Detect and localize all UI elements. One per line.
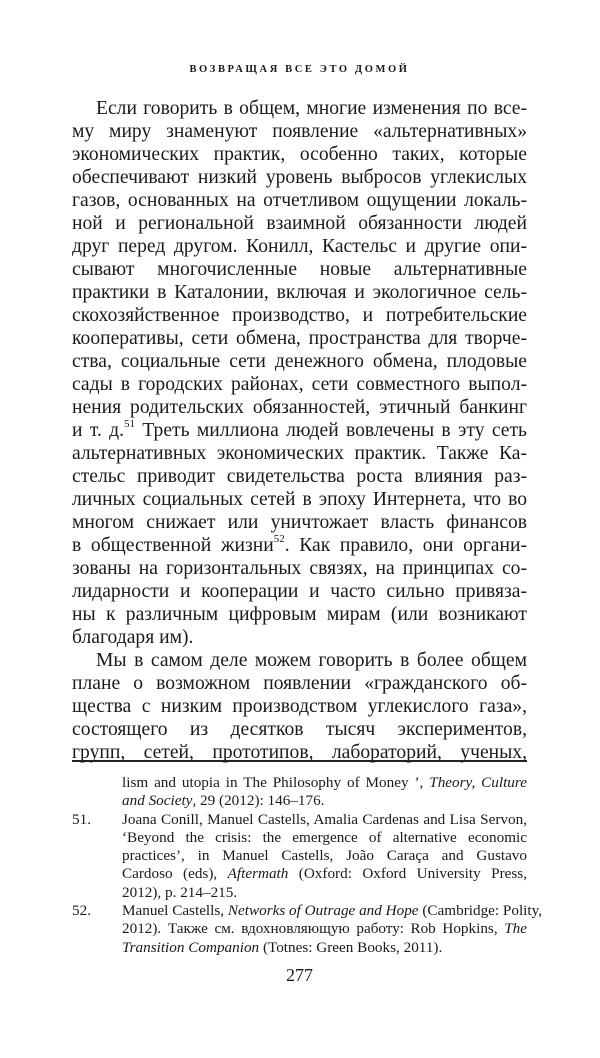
text-line: плане о возможном появлении «гражданского об- xyxy=(72,673,527,694)
text-line: экономических практик, особенно таких, которые xyxy=(72,144,527,165)
text-fragment: в общественной жизни xyxy=(72,535,274,556)
text-fragment: 2012). Также см. вдохновляющую работу: Rob Hopkins, xyxy=(122,920,505,938)
body-text xyxy=(72,97,527,764)
footnote-line xyxy=(72,920,527,938)
text-line: скохозяйственное производство, и потребительские xyxy=(72,305,527,326)
running-head: ВОЗВРАЩАЯ ВСЕ ЭТО ДОМОЙ xyxy=(189,64,410,75)
italic-title: Transition Companion xyxy=(122,938,260,956)
footnote-ref-52[interactable]: 52 xyxy=(273,533,285,546)
text-line: ства, социальные сети денежного обмена, плодовые xyxy=(72,351,527,372)
book-page xyxy=(72,0,543,1058)
text-fragment: , 29 (2012): 146–176. xyxy=(192,792,325,810)
text-line: ны к различным цифровым мирам (или возникают xyxy=(72,604,527,625)
text-line-with-footnote-52 xyxy=(72,534,527,557)
text-line: друг перед другом. Конилл, Кастельс и другие опи- xyxy=(72,236,527,257)
footnote-line xyxy=(72,939,527,957)
text-line: состоящего из десятков тысяч экспериментов, xyxy=(72,719,527,740)
text-line: ной и региональной взаимной обязанности людей xyxy=(72,213,527,234)
footnote-number: 51. xyxy=(72,810,91,828)
footnote-continued xyxy=(72,774,527,811)
footnote-line xyxy=(72,774,527,792)
text-fragment: . Как правило, они органи- xyxy=(284,535,527,556)
footnote-52 xyxy=(72,902,543,957)
text-line: многом снижает или уничтожает власть финансов xyxy=(72,512,527,533)
text-line: благодаря им). xyxy=(72,627,194,648)
italic-title: Aftermath xyxy=(227,865,289,883)
footnote-line: ‘Beyond the crisis: the emergence of alternative economic xyxy=(122,828,527,846)
text-line: Если говорить в общем, многие изменения по все- xyxy=(96,98,527,119)
footnote-line: 2012), p. 214–215. xyxy=(122,883,238,901)
footnote-line xyxy=(72,865,527,883)
footnote-divider xyxy=(72,760,527,762)
footnote-51 xyxy=(72,811,527,902)
text-fragment: (Cambridge: Polity, xyxy=(418,902,543,920)
text-fragment: Треть миллиона людей вовлечены в эту сеть xyxy=(135,420,527,441)
text-line: групп, сетей, прототипов, лабораторий, ученых, xyxy=(72,742,527,763)
text-line: му миру знаменуют появление «альтернативных» xyxy=(72,121,527,142)
text-fragment: (Totnes: Green Books, 2011). xyxy=(259,938,443,956)
text-line: практики в Каталонии, включая и экологичное сель- xyxy=(72,282,527,303)
text-line: лидарности и кооперации и часто сильно привяза- xyxy=(72,581,527,602)
italic-title: and Society xyxy=(122,792,193,810)
footnote-line xyxy=(72,792,527,810)
text-fragment: Manuel Castells, xyxy=(122,902,228,920)
text-line: сады в городских районах, сети совместного выпол- xyxy=(72,374,527,395)
footnotes xyxy=(72,774,543,957)
text-line: кооперативы, сети обмена, пространства для творче- xyxy=(72,328,527,349)
italic-title: Networks of Outrage and Hope xyxy=(227,902,419,920)
text-fragment: Cardoso (eds), xyxy=(122,865,228,883)
italic-title: The xyxy=(504,920,527,938)
text-line: зованы на горизонтальных связях, на принципах со- xyxy=(72,558,527,579)
text-line: обеспечивают низкий уровень выбросов углекислых xyxy=(72,167,527,188)
text-line: стельс приводит свидетельства роста влияния раз- xyxy=(72,466,527,487)
page-number: 277 xyxy=(286,965,313,985)
footnote-ref-51[interactable]: 51 xyxy=(124,418,135,431)
text-fragment: (Oxford: Oxford University Press, xyxy=(288,865,527,883)
italic-title: Theory, Culture xyxy=(429,774,527,791)
text-fragment: lism and utopia in The Philosophy of Money ’, xyxy=(122,774,430,791)
text-line: альтернативных экономических практик. Также Ка- xyxy=(72,443,527,464)
text-line: сывают многочисленные новые альтернативные xyxy=(72,259,527,280)
text-line-with-footnote-51 xyxy=(72,419,527,442)
footnote-line xyxy=(72,811,527,829)
text-line: нения родительских обязанностей, этичный банкинг xyxy=(72,397,527,418)
text-line: Мы в самом деле можем говорить в более общем xyxy=(96,650,527,671)
paragraph-2 xyxy=(72,649,527,764)
footnote-line: practices’, in Manuel Castells, João Caraça and Gustavo xyxy=(122,847,527,865)
text-line: щества с низким производством углекислого газа», xyxy=(72,696,527,717)
footnote-number: 52. xyxy=(72,902,91,920)
text-fragment: Joana Conill, Manuel Castells, Amalia Cardenas and Lisa Servon, xyxy=(122,810,527,828)
text-fragment: и т. д. xyxy=(72,420,124,441)
text-line: личных социальных сетей в эпоху Интернета, что во xyxy=(72,489,527,510)
footnote-line xyxy=(72,902,543,920)
text-line: газов, основанных на отчетливом ощущении локаль- xyxy=(72,190,527,211)
paragraph-1 xyxy=(72,97,527,649)
